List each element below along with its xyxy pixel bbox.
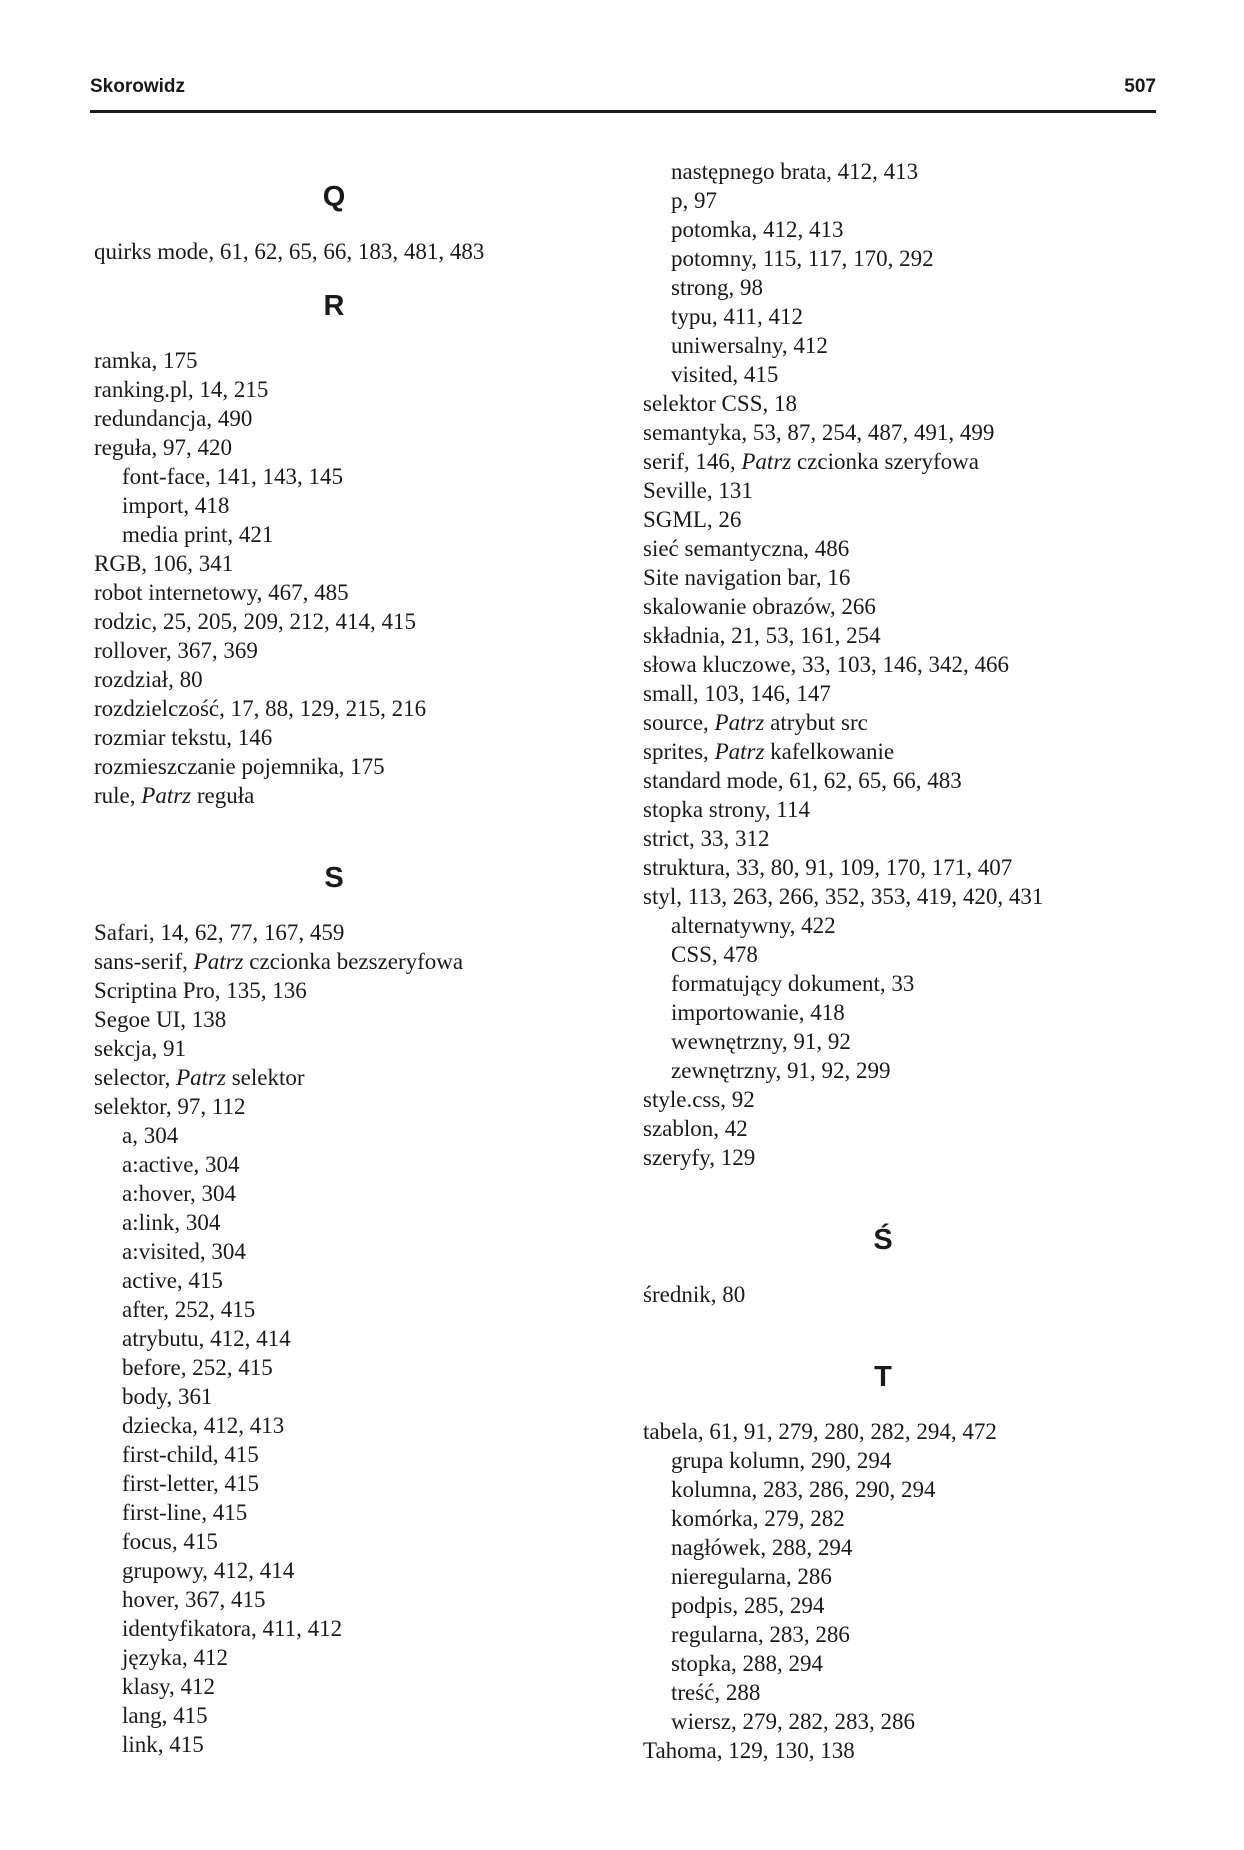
index-entry: rozdzielczość, 17, 88, 129, 215, 216 — [94, 696, 427, 721]
see-reference-word: Patrz — [714, 739, 765, 764]
index-entry: reguła, 97, 420 — [94, 435, 232, 460]
index-entry: style.css, 92 — [643, 1087, 755, 1112]
index-subentry: stopka, 288, 294 — [671, 1651, 824, 1676]
see-reference-target: selektor — [225, 1065, 305, 1090]
see-reference-word: Patrz — [714, 710, 765, 735]
index-subentry: alternatywny, 422 — [671, 913, 836, 938]
index-entry: selektor CSS, 18 — [643, 391, 797, 416]
index-subentry: media print, 421 — [122, 522, 274, 547]
index-subentry: active, 415 — [122, 1268, 223, 1293]
index-entry: styl, 113, 263, 266, 352, 353, 419, 420, 431 — [643, 884, 1044, 909]
index-subentry: body, 361 — [122, 1384, 213, 1409]
index-subentry: regularna, 283, 286 — [671, 1622, 850, 1647]
entry-term: serif, 146, — [643, 449, 742, 474]
index-subentry: first-child, 415 — [122, 1442, 259, 1467]
index-subentry: import, 418 — [122, 493, 230, 518]
index-entry: składnia, 21, 53, 161, 254 — [643, 623, 881, 648]
index-entry: rozmiar tekstu, 146 — [94, 725, 273, 750]
index-entry: rozmieszczanie pojemnika, 175 — [94, 754, 385, 779]
index-entry: szablon, 42 — [643, 1116, 748, 1141]
index-subentry: a:active, 304 — [122, 1152, 240, 1177]
page-header — [90, 74, 1156, 113]
index-entry: sekcja, 91 — [94, 1036, 186, 1061]
index-entry: szeryfy, 129 — [643, 1145, 756, 1170]
index-subentry: grupowy, 412, 414 — [122, 1558, 295, 1583]
index-subentry: p, 97 — [671, 188, 717, 213]
entry-term: selector, — [94, 1065, 177, 1090]
index-subentry: grupa kolumn, 290, 294 — [671, 1448, 892, 1473]
index-subentry: wiersz, 279, 282, 283, 286 — [671, 1709, 916, 1734]
index-subentry: focus, 415 — [122, 1529, 218, 1554]
index-subentry: nagłówek, 288, 294 — [671, 1535, 853, 1560]
see-reference-target: czcionka bezszeryfowa — [243, 949, 464, 974]
see-reference-target: kafelkowanie — [764, 739, 895, 764]
index-subentry: formatujący dokument, 33 — [671, 971, 915, 996]
index-subentry: a:hover, 304 — [122, 1181, 237, 1206]
index-entry — [643, 708, 1123, 737]
index-entry: Site navigation bar, 16 — [643, 565, 851, 590]
index-entry: słowa kluczowe, 33, 103, 146, 342, 466 — [643, 652, 1010, 677]
index-entry: small, 103, 146, 147 — [643, 681, 831, 706]
index-subentry: a, 304 — [122, 1123, 179, 1148]
index-entry: redundancja, 490 — [94, 406, 253, 431]
index-entry: rodzic, 25, 205, 209, 212, 414, 415 — [94, 609, 416, 634]
index-entry: strict, 33, 312 — [643, 826, 770, 851]
index-subentry: wewnętrzny, 91, 92 — [671, 1029, 851, 1054]
index-subentry: potomny, 115, 117, 170, 292 — [671, 246, 934, 271]
section-letter-heading: R — [323, 290, 345, 322]
see-reference-word: Patrz — [193, 949, 244, 974]
index-subentry: lang, 415 — [122, 1703, 208, 1728]
index-entry: rozdział, 80 — [94, 667, 203, 692]
index-entry: sieć semantyczna, 486 — [643, 536, 850, 561]
index-entry: SGML, 26 — [643, 507, 742, 532]
index-subentry: link, 415 — [122, 1732, 204, 1757]
index-subentry: języka, 412 — [122, 1645, 229, 1670]
section-letter-heading: Q — [322, 181, 346, 213]
see-reference-target: atrybut src — [764, 710, 868, 735]
index-subentry: after, 252, 415 — [122, 1297, 256, 1322]
section-spacer — [643, 1309, 1123, 1337]
index-entry: quirks mode, 61, 62, 65, 66, 183, 481, 483 — [94, 239, 485, 264]
index-subentry: atrybutu, 412, 414 — [122, 1326, 291, 1351]
index-entry: Tahoma, 129, 130, 138 — [643, 1738, 855, 1763]
index-subentry: CSS, 478 — [671, 942, 758, 967]
index-subentry: hover, 367, 415 — [122, 1587, 266, 1612]
index-entry — [643, 447, 1123, 476]
index-entry: średnik, 80 — [643, 1282, 746, 1307]
index-entry — [94, 781, 574, 810]
index-column-right — [643, 157, 1123, 1765]
index-column-left — [94, 157, 574, 1759]
entry-term: source, — [643, 710, 715, 735]
index-subentry: komórka, 279, 282 — [671, 1506, 845, 1531]
section-letter-heading: T — [874, 1361, 892, 1393]
section-letter-heading: Ś — [873, 1224, 893, 1256]
index-subentry: strong, 98 — [671, 275, 763, 300]
entry-term: sprites, — [643, 739, 715, 764]
index-entry — [94, 1063, 574, 1092]
index-subentry: font-face, 141, 143, 145 — [122, 464, 343, 489]
index-subentry: before, 252, 415 — [122, 1355, 273, 1380]
running-title: Skorowidz — [90, 76, 186, 97]
index-entry: ramka, 175 — [94, 348, 198, 373]
index-subentry: a:link, 304 — [122, 1210, 221, 1235]
index-subentry: następnego brata, 412, 413 — [671, 159, 919, 184]
index-subentry: first-line, 415 — [122, 1500, 248, 1525]
index-entry: robot internetowy, 467, 485 — [94, 580, 349, 605]
see-reference-target: czcionka szeryfowa — [791, 449, 979, 474]
index-entry: semantyka, 53, 87, 254, 487, 491, 499 — [643, 420, 995, 445]
index-entry: tabela, 61, 91, 279, 280, 282, 294, 472 — [643, 1419, 997, 1444]
see-reference-word: Patrz — [141, 783, 192, 808]
index-entry: selektor, 97, 112 — [94, 1094, 246, 1119]
index-entry: rollover, 367, 369 — [94, 638, 258, 663]
section-letter-heading: S — [324, 862, 344, 894]
index-subentry: nieregularna, 286 — [671, 1564, 832, 1589]
index-entry: struktura, 33, 80, 91, 109, 170, 171, 407 — [643, 855, 1013, 880]
index-subentry: podpis, 285, 294 — [671, 1593, 825, 1618]
index-entry: ranking.pl, 14, 215 — [94, 377, 269, 402]
page-number: 507 — [1124, 76, 1156, 97]
index-entry: standard mode, 61, 62, 65, 66, 483 — [643, 768, 962, 793]
index-subentry: potomka, 412, 413 — [671, 217, 844, 242]
section-spacer — [94, 810, 574, 838]
index-subentry: a:visited, 304 — [122, 1239, 246, 1264]
entry-term: sans-serif, — [94, 949, 194, 974]
see-reference-word: Patrz — [741, 449, 792, 474]
see-reference-word: Patrz — [176, 1065, 226, 1090]
index-subentry: typu, 411, 412 — [671, 304, 804, 329]
index-subentry: zewnętrzny, 91, 92, 299 — [671, 1058, 891, 1083]
index-subentry: first-letter, 415 — [122, 1471, 260, 1496]
index-entry — [643, 737, 1123, 766]
index-subentry: identyfikatora, 411, 412 — [122, 1616, 343, 1641]
index-subentry: klasy, 412 — [122, 1674, 216, 1699]
index-entry: Segoe UI, 138 — [94, 1007, 227, 1032]
index-subentry: importowanie, 418 — [671, 1000, 845, 1025]
index-subentry: uniwersalny, 412 — [671, 333, 828, 358]
index-entry: Scriptina Pro, 135, 136 — [94, 978, 307, 1003]
index-subentry: visited, 415 — [671, 362, 779, 387]
index-entry: Safari, 14, 62, 77, 167, 459 — [94, 920, 345, 945]
index-entry: skalowanie obrazów, 266 — [643, 594, 876, 619]
entry-term: rule, — [94, 783, 142, 808]
index-subentry: dziecka, 412, 413 — [122, 1413, 285, 1438]
index-entry: Seville, 131 — [643, 478, 753, 503]
index-entry: RGB, 106, 341 — [94, 551, 234, 576]
see-reference-target: reguła — [191, 783, 255, 808]
index-entry: stopka strony, 114 — [643, 797, 810, 822]
index-subentry: kolumna, 283, 286, 290, 294 — [671, 1477, 936, 1502]
section-spacer — [643, 1172, 1123, 1200]
index-subentry: treść, 288 — [671, 1680, 761, 1705]
index-entry — [94, 947, 574, 976]
